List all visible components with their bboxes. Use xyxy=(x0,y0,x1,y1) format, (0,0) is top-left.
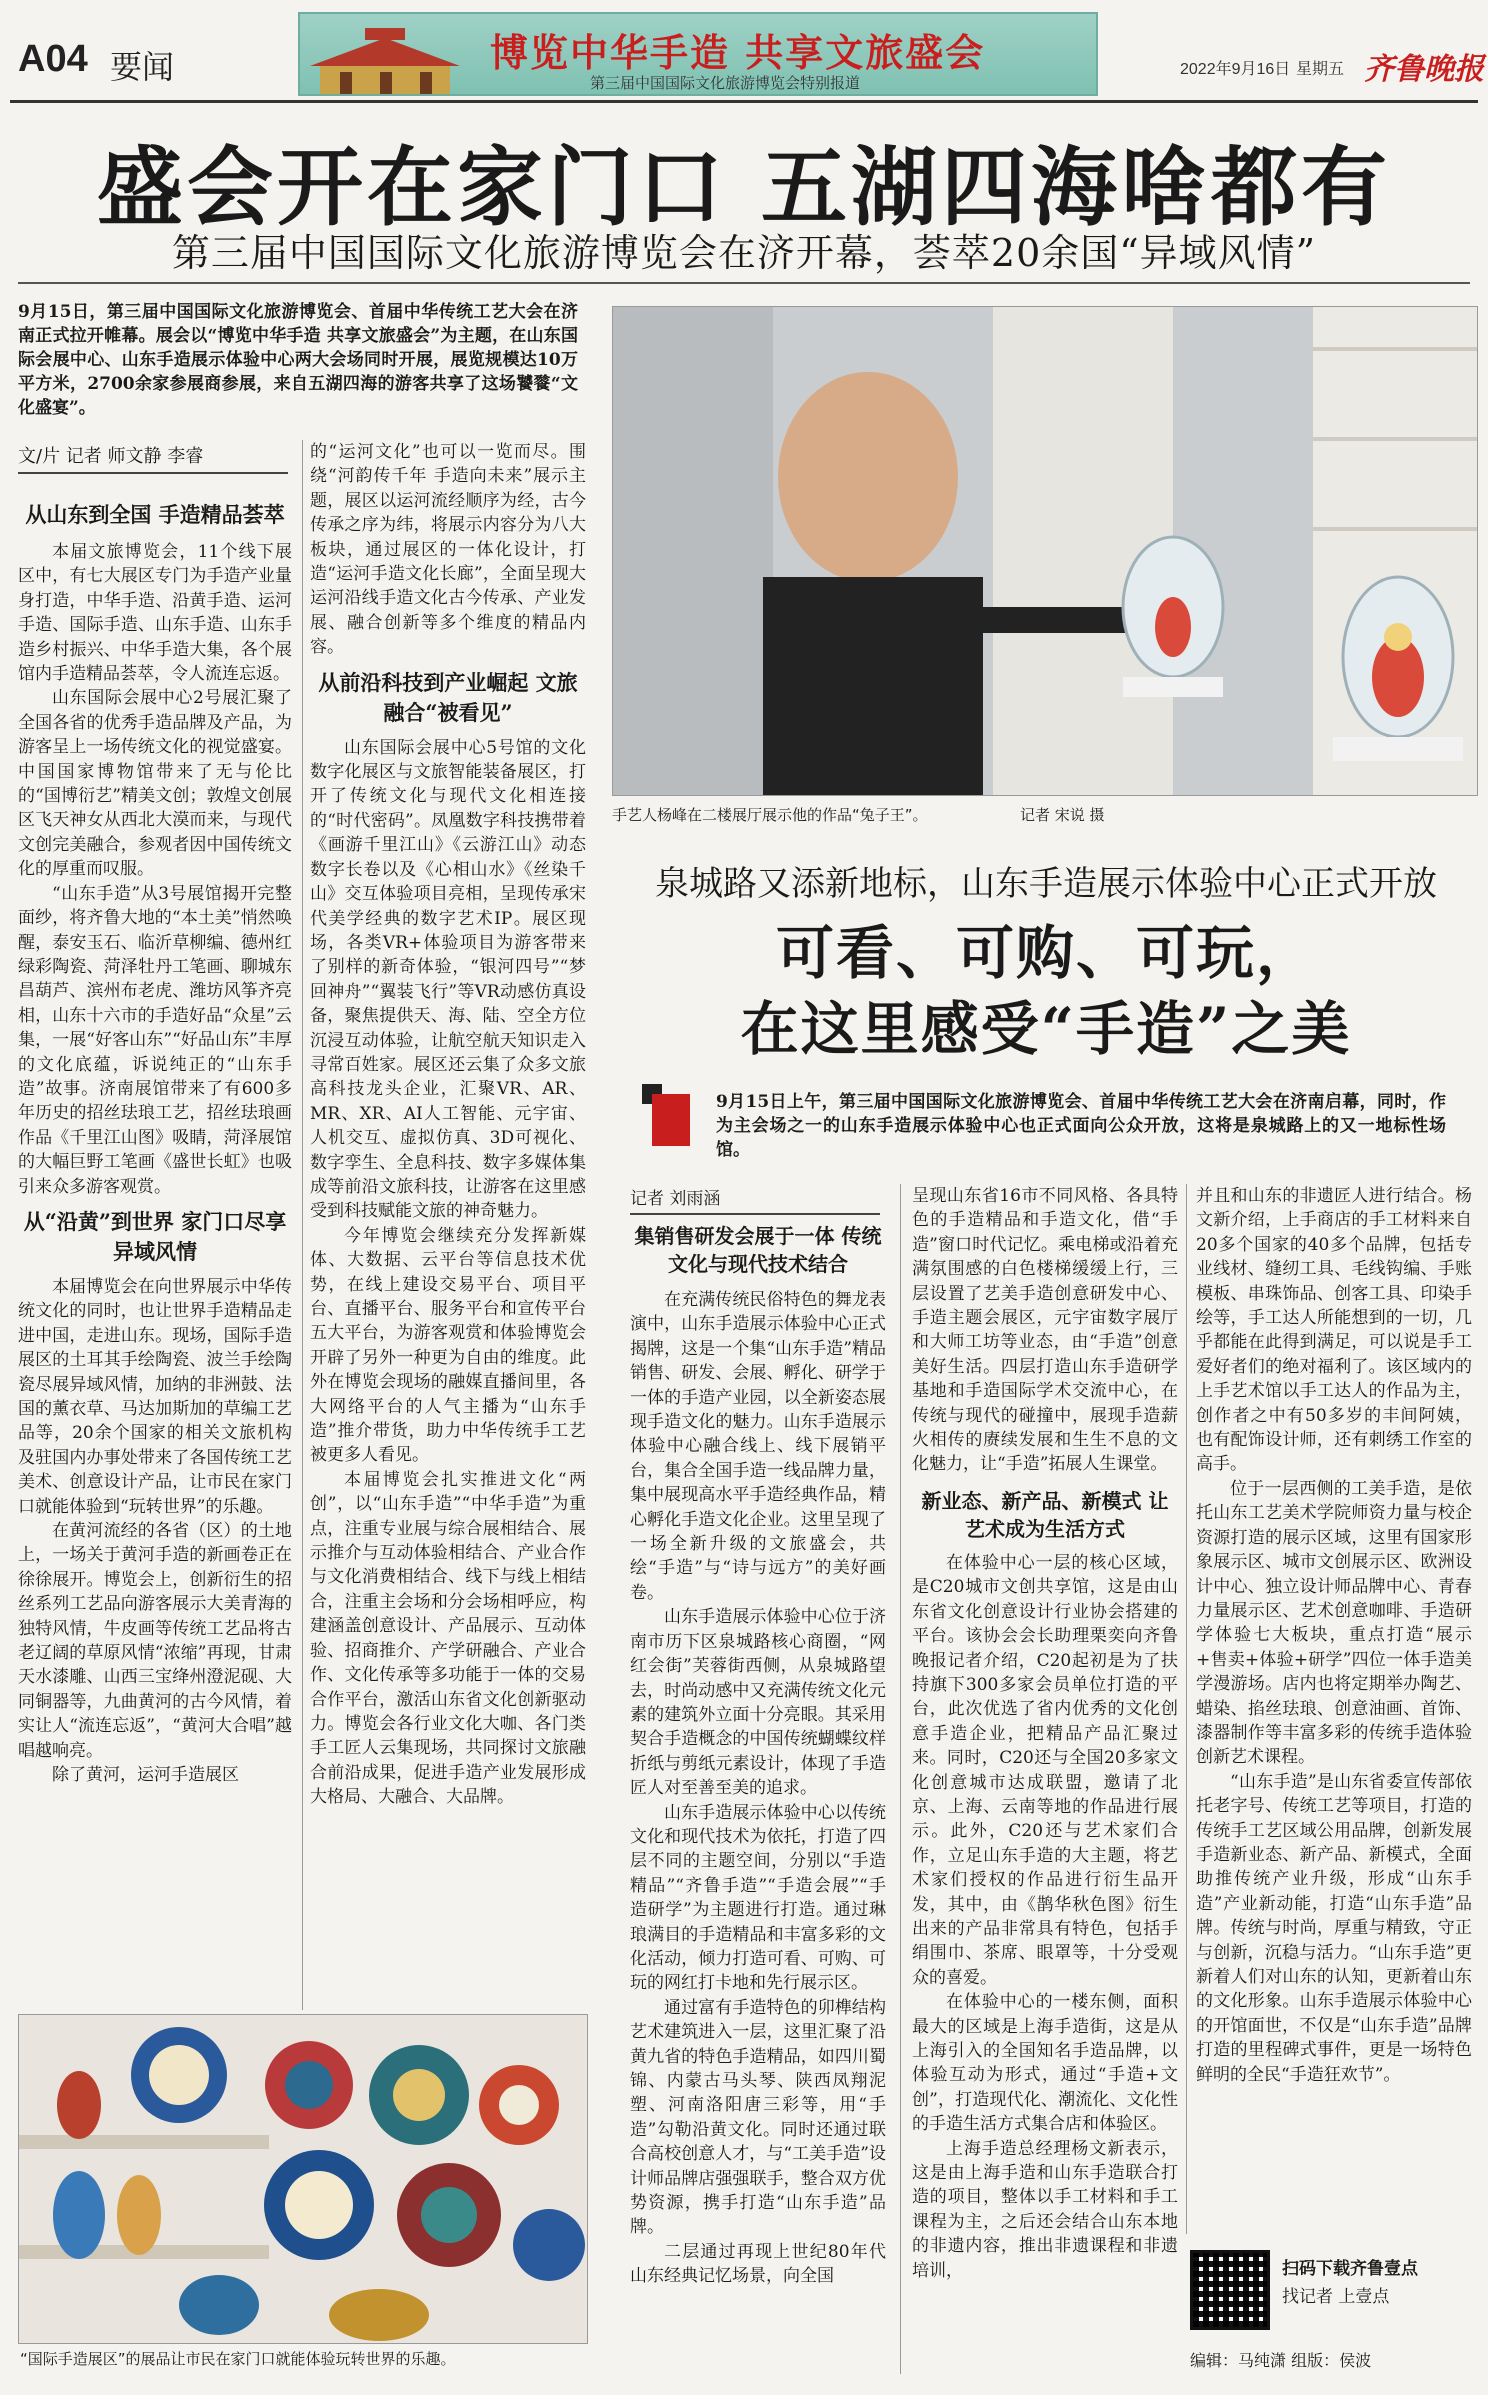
paragraph: 本届博览会在向世界展示中华传统文化的同时，也让世界手造精品走进中国，走进山东。现场，国际手造展区的土耳其手绘陶瓷、波兰手绘陶瓷尽展异域风情，加纳的非洲鼓、法国的薰衣草、马达加斯加的草编工艺品等，20余个国家的相关文旅机构及驻国内办事处带来了各国传统工艺美术、创意设计产品，让市民在家门口就能体验到“玩转世界”的乐趣。 xyxy=(18,1276,292,1517)
issue-date: 2022年9月16日 xyxy=(1180,61,1291,78)
paragraph: 本届文旅博览会，11个线下展区中，有七大展区专门为手造产业量身打造，中华手造、沿黄手造、运河手造、国际手造、山东手造、山东手造乡村振兴、中华手造大集，各个展馆内手造精品荟萃，令人流连忘返。 xyxy=(18,542,292,685)
column-divider xyxy=(302,440,303,2010)
page-number: A04 xyxy=(18,38,88,80)
column-divider xyxy=(900,1184,901,2374)
page-headline: 盛会开在家门口 五湖四海啥都有 xyxy=(97,137,1391,238)
qr-label: 扫码下载齐鲁壹点 xyxy=(1282,2259,1418,2279)
paragraph: 本届博览会扎实推进文化“两创”，以“山东手造”“中华手造”为重点，注重专业展与综合展相结合、展示推介与互动体验相结合、产业合作与文化消费相结合、线下与线上相结合，注重主会场和分会场相呼应，构建涵盖创意设计、产品展示、互动体验、招商推介、产学研融合、产业合作、文化传承等多功能于一体的交易合作平台，激活山东省文化创新驱动力。博览会各行业文化大咖、各门类手工匠人云集现场，共同探讨文旅融合前沿成果，促进手造产业发展形成大格局、大融合、大品牌。 xyxy=(310,1469,586,1808)
paragraph: 的“运河文化”也可以一览而尽。围绕“河韵传千年 手造向未来”展示主题，展区以运河流经顺序为经，古今传承之序为纬，将展示内容分为八大板块，通过展区的一体化设计，打造“运河手造文化长廊”，全面呈现大运河沿线手造文化古今传承、产业发展、融合创新等多个维度的精品内容。 xyxy=(310,442,586,658)
paragraph: 在体验中心一层的核心区域，是C20城市文创共享馆，这是由山东省文化创意设计行业协会搭建的平台。该协会会长助理栗奕向齐鲁晚报记者介绍，C20起初是为了扶持旗下300多家会员单位打造的平台，此次优选了省内优秀的文化创意手造企业，把精品产品汇聚过来。同时，C20还与全国20多家文化创意城市达成联盟，邀请了北京、上海、云南等地的作品进行展示。此外，C20还与艺术家们合作，立足山东手造的大主题，将艺术家们授权的作品进行衍生品开发，其中，由《鹊华秋色图》衍生出来的产品非常具有特色，包括手绢围巾、茶席、眼罩等，十分受观众的喜爱。 xyxy=(912,1552,1178,1988)
photo-caption: “国际手造展区”的展品让市民在家门口就能体验玩转世界的乐趣。 xyxy=(20,2350,456,2368)
paragraph: 今年博览会继续充分发挥新媒体、大数据、云平台等信息技术优势，在线上建设交易平台、项目平台、直播平台、服务平台和宣传平台五大平台，为游客观赏和体验博览会开辟了另外一种更为自由的维度。此外在博览会现场的融媒直播间里，各大网络平台的人气主播为“山东手造”推介带货，助力中华传统手工艺被更多人看见。 xyxy=(310,1225,586,1466)
special-report-banner xyxy=(298,12,1098,96)
section-name: 要闻 xyxy=(110,49,175,85)
story-title-line-2: 在这里感受“手造”之美 xyxy=(740,995,1352,1063)
article-column-1 xyxy=(18,500,292,1788)
paragraph: 二层通过再现上世纪80年代山东经典记忆场景，向全国 xyxy=(630,2241,886,2287)
paragraph: 在黄河流经的各省（区）的土地上，一场关于黄河手造的新画卷正在徐徐展开。博览会上，创新衍生的招丝系列工艺品向游客展示大美青海的独特风情，牛皮画等传统工艺品将古老辽阔的草原风情“浓缩”再现，甘肃天水漆雕、山西三宝绛州澄泥砚、大同铜器等，九曲黄河的古今风情，着实让人“流连忘返”，“黄河大合唱”越唱越响亮。 xyxy=(18,1521,292,1761)
section-heading: 从山东到全国 手造精品荟萃 xyxy=(25,502,285,527)
paragraph: 通过富有手造特色的卯榫结构艺术建筑进入一层，这里汇聚了沿黄九省的特色手造精品，如四川蜀锦、内蒙古马头琴、陕西凤翔泥塑、河南洛阳唐三彩等，用“手造”勾勒沿黄文化。同时还通过联合高校创意人才，与“工美手造”设计师品牌店强强联手，整合双方优势资源，携手打造“山东手造”品牌。 xyxy=(630,1997,886,2238)
section-heading: 从“沿黄”到世界 家门口尽享异域风情 xyxy=(23,1208,287,1264)
editor-credit: 编辑：马纯潇 组版：侯波 xyxy=(1190,2351,1372,2370)
story-lead: 9月15日上午，第三届中国国际文化旅游博览会、首届中华传统工艺大会在济南启幕，同时，作为主会场之一的山东手造展示体验中心也正式面向公众开放，这将是泉城路上的又一地标性场馆。 xyxy=(716,1092,1446,1160)
photo-caption: 手艺人杨峰在二楼展厅展示他的作品“兔子王”。 xyxy=(612,806,928,824)
issue-weekday: 星期五 xyxy=(1296,61,1345,78)
ceramics-illustration xyxy=(19,2015,588,2344)
banner-title: 博览中华手造 共享文旅盛会 xyxy=(490,31,986,75)
paragraph: 除了黄河，运河手造展区 xyxy=(52,1765,239,1786)
story-column-2 xyxy=(912,1184,1178,2283)
banner-subtitle: 第三届中国国际文化旅游博览会特别报道 xyxy=(590,74,861,92)
section-heading: 新业态、新产品、新模式 让艺术成为生活方式 xyxy=(921,1488,1169,1541)
paragraph: 呈现山东省16市不同风格、各具特色的手造精品和手造文化，借“手造”窗口时代记忆。乘电梯或沿着充满氛围感的白色楼梯缓缓上行，三层设置了艺美手造创意研发中心、手造主题会展区，元宇宙数字展厅和大师工坊等业态，由“手造”创意美好生活。四层打造山东手造研学基地和手造国际学术交流中心，在传统与现代的碰撞中，展现手造薪火相传的赓续发展和生生不息的文化魅力，让“手造”拓展人生课堂。 xyxy=(912,1186,1178,1475)
paragraph: 在体验中心的一楼东侧，面积最大的区域是上海手造街，这是从上海引入的全国知名手造品牌，以体验互动为形式，通过“手造+文创”，打造现代化、潮流化、文化性的手造生活方式集合店和体验区。 xyxy=(912,1992,1178,2135)
newspaper-logo: 齐鲁晚报 xyxy=(1364,52,1484,87)
page-subheadline: 第三届中国国际文化旅游博览会在济开幕，荟萃20余国“异域风情” xyxy=(171,231,1317,275)
paragraph: 上海手造总经理杨文新表示，这是由上海手造和山东手造联合打造的项目，整体以手工材料和手工课程为主，之后还会结合山东本地的非遗内容，推出非遗课程和非遗培训， xyxy=(912,2138,1178,2281)
paragraph: 并且和山东的非遗匠人进行结合。杨文新介绍，上手商店的手工材料来自20多个国家的40多个品牌，包括专业线材、缝纫工具、毛线钩编、手账模板、串珠饰品、创客工具、印染手绘等，手工达人所能想到的一切，几乎都能在此得到满足，可以说是手工爱好者们的绝对福利了。该区域内的上手艺术馆以手工达人的作品为主，创作者之中有50多岁的丰间阿姨，也有配饰设计师，还有刺绣工作室的高手。 xyxy=(1196,1186,1472,1475)
decor-red-block xyxy=(652,1094,690,1146)
paragraph: 在充满传统民俗特色的舞龙表演中，山东手造展示体验中心正式揭牌，这是一个集“山东手造”精品销售、研发、会展、孵化、研学于一体的手造产业园，以全新姿态展现手造文化的魅力。山东手造展示体验中心融合线上、线下展销平台，集合全国手造一线品牌力量，集中展现高水平手造经典作品，精心孵化手造文化企业。这里呈现了一场全新升级的文旅盛会，共绘“手造”与“诗与远方”的美好画卷。 xyxy=(630,1290,886,1603)
column-divider xyxy=(1186,1184,1187,2234)
paragraph: 山东手造展示体验中心以传统文化和现代技术为依托，打造了四层不同的主题空间，分别以“手造精品”“齐鲁手造”“手造会展”“手造研学”为主题进行打造。通过琳琅满目的手造精品和丰富多彩的文化活动，倾力打造可看、可购、可玩的网红打卡地和先行展示区。 xyxy=(630,1802,886,1994)
story-column-1 xyxy=(630,1222,886,2289)
paragraph: 山东国际会展中心2号展汇聚了全国各省的优秀手造品牌及产品，为游客呈上一场传统文化的视觉盛宴。中国国家博物馆带来了无与伦比的“国博衍艺”精美文创；敦煌文创展区飞天神女从西北大漠而来，与现代文创完美融合，参观者因中国传统文化的厚重而叹服。 xyxy=(18,688,292,880)
qr-code-icon[interactable] xyxy=(1190,2250,1270,2330)
headline-rule xyxy=(18,282,1470,284)
paragraph: 位于一层西侧的工美手造，是依托山东工艺美术学院师资力量与校企资源打造的展示区域，这里有国家形象展示区、城市文创展示区、欧洲设计中心、独立设计师品牌中心、青春力量展示区、艺术创意咖啡、手造研学体验七大板块，重点打造“展示+售卖+体验+研学”四位一体手造美学漫游场。店内也将定期举办陶艺、蜡染、掐丝珐琅、创意油画、首饰、漆器制作等丰富多彩的传统手造体验创新艺术课程。 xyxy=(1196,1478,1472,1768)
paragraph: 山东手造展示体验中心位于济南市历下区泉城路核心商圈，“网红会街”芙蓉街西侧，从泉城路望去，时尚动感中又充满传统文化元素的建筑外立面十分亮眼。其采用契合手造概念的中国传统蝴蝶纹样折纸与剪纸元素设计，体现了手造匠人对至善至美的追求。 xyxy=(630,1607,886,1799)
story-column-3 xyxy=(1196,1184,1472,2087)
header-rule xyxy=(10,100,1478,103)
main-byline: 文/片 记者 师文静 李睿 xyxy=(18,442,288,474)
photo-credit: 记者 宋说 摄 xyxy=(1020,806,1105,824)
story-byline: 记者 刘雨涵 xyxy=(630,1184,880,1215)
section-heading: 从前沿科技到产业崛起 文旅融合“被看见” xyxy=(318,669,578,725)
story-kicker: 泉城路又添新地标，山东手造展示体验中心正式开放 xyxy=(655,864,1437,904)
ceramics-photo xyxy=(18,2014,588,2344)
artisan-illustration xyxy=(613,307,1478,796)
qr-sublabel: 找记者 上壹点 xyxy=(1282,2287,1390,2307)
artisan-photo xyxy=(612,306,1478,796)
paragraph: “山东手造”是山东省委宣传部依托老字号、传统工艺等项目，打造的传统手工艺区域公用品牌，创新发展手造新业态、新产品、新模式，全面助推传统产业升级，形成“山东手造”产业新动能，打造“山东手造”品牌。传统与时尚，厚重与精致，守正与创新，沉稳与活力。“山东手造”更新着人们对山东的认知，更新着山东的文化形象。山东手造展示体验中心的开馆面世，不仅是“山东手造”品牌打造的里程碑式事件，更是一场特色鲜明的全民“手造狂欢节”。 xyxy=(1196,1771,1472,2085)
paragraph: 山东国际会展中心5号馆的文化数字化展区与文旅智能装备展区，打开了传统文化与现代文化相连接的“时代密码”。凤凰数字科技携带着《画游千里江山》《云游江山》动态数字长卷以及《心相山水》《丝染千山》交互体验项目亮相，呈现传承宋代美学经典的数字艺术IP。展区现场，各类VR+体验项目为游客带来了别样的新奇体验，“银河四号”“梦回神舟”“翼装飞行”等VR动感仿真设备，聚焦提供天、海、陆、空全方位沉浸互动体验，让航空航天知识走入寻常百姓家。展区还云集了众多文旅高科技龙头企业，汇聚VR、AR、MR、XR、AI人工智能、元宇宙、人机交互、虚拟仿真、3D可视化、数字孪生、全息科技、数字多媒体集成等前沿文旅科技，让游客在这里感受到科技赋能文旅的神奇魅力。 xyxy=(310,737,586,1222)
lead-paragraph: 9月15日，第三届中国国际文化旅游博览会、首届中华传统工艺大会在济南正式拉开帷幕。展会以“博览中华手造 共享文旅盛会”为主题，在山东国际会展中心、山东手造展示体验中心两大会场同时开展，展览规模达10万平方米，2700余家参展商参展，来自五湖四海的游客共享了这场饕餮“文化盛宴”。 xyxy=(18,302,578,418)
gate-building-icon xyxy=(310,24,460,94)
story-title-line-1: 可看、可购、可玩， xyxy=(775,919,1316,987)
article-column-2 xyxy=(310,440,586,1810)
section-heading: 集销售研发会展于一体 传统文化与现代技术结合 xyxy=(634,1224,882,1276)
paragraph: “山东手造”从3号展馆揭开完整面纱，将齐鲁大地的“本土美”悄然唤醒，泰安玉石、临沂草柳编、德州红绿彩陶瓷、菏泽牡丹工笔画、聊城东昌葫芦、滨州布老虎、潍坊风筝齐亮相，山东十六市的手造好品“众星”云集，一展“好客山东”“好品山东”丰厚的文化底蕴，诉说纯正的“山东手造”故事。济南展馆带来了有600多年历史的招丝珐琅工艺，招丝珐琅画作品《千里江山图》吸睛，菏泽展馆的大幅巨野工笔画《盛世长虹》也吸引来众多游客观赏。 xyxy=(18,883,292,1197)
